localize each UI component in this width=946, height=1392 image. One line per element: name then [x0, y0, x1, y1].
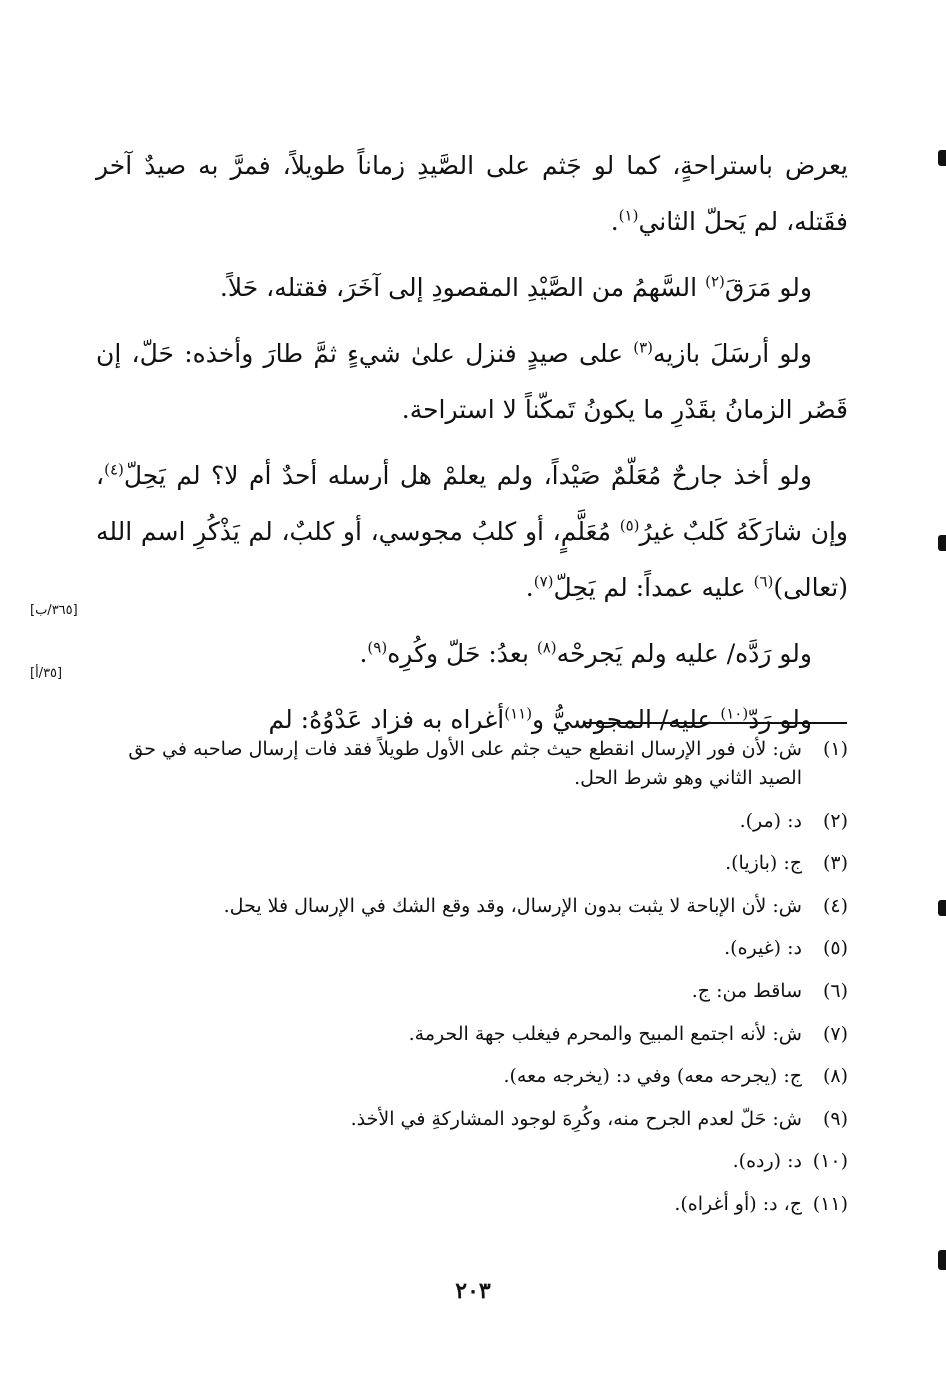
paragraph-3: [96, 326, 848, 438]
page-number: ٢٠٣: [455, 1278, 491, 1304]
footnote-ref-5[interactable]: (٥): [619, 516, 640, 535]
text-segment: عليه/ المجوسيُّ و: [532, 705, 721, 734]
text-segment: ولو رَدَّه/ عليه ولم يَجرحْه: [556, 639, 812, 668]
text-segment: .: [525, 573, 534, 602]
paragraph-2: [96, 260, 848, 316]
scan-edge-mark: [938, 900, 946, 916]
footnote-ref-10[interactable]: (١٠): [720, 704, 749, 723]
footnotes-section: [96, 735, 848, 1233]
text-segment: أغراه به فزاد عَدْوُهُ: لم: [268, 705, 505, 734]
footnote-text: ش: لأن الإباحة لا يثبت بدون الإرسال، وقد وقع الشك في الإرسال فلا يحل.: [223, 894, 802, 917]
footnote-text: د: (غيره).: [724, 937, 802, 960]
footnote-ref-7[interactable]: (٧): [533, 572, 554, 591]
footnote-text: ج: (يجرحه معه) وفي د: (يخرجه معه).: [503, 1065, 802, 1088]
footnote-ref-1[interactable]: (١): [618, 206, 639, 225]
scan-edge-mark: [938, 150, 946, 166]
footnote-item: [96, 934, 848, 963]
footnote-item: [96, 1020, 848, 1049]
footnote-ref-2[interactable]: (٢): [705, 272, 725, 291]
manuscript-folio-note: [٣٥/أ]: [30, 666, 63, 681]
footnote-ref-4[interactable]: (٤): [104, 460, 124, 479]
footnote-text: ش: لأنه اجتمع المبيح والمحرم فيغلب جهة الحرمة.: [408, 1022, 802, 1045]
footnote-text: ج: (بازيا).: [725, 852, 802, 875]
text-segment: مُعَلَّمٍ، أو كلبُ مجوسي، أو كلبٌ، لم يَذْكُرِ اسم الله (تعالى): [96, 517, 848, 602]
paragraph-5: [96, 626, 848, 682]
footnote-item: [96, 977, 848, 1006]
text-segment: بعدُ: حَلّ وكُرِه: [387, 639, 537, 668]
footnote-item: [96, 1190, 848, 1219]
footnote-text: د: (مر).: [739, 809, 802, 832]
footnote-number: (٧): [822, 1022, 848, 1045]
footnote-text: ش: حَلّ لعدم الجرح منه، وكُرِهَ لوجود المشاركةِ في الأخذ.: [350, 1107, 802, 1130]
text-segment: ولو أرسَلَ بازيه: [653, 339, 812, 368]
scan-edge-mark: [938, 535, 946, 551]
footnote-ref-6[interactable]: (٦): [753, 572, 774, 591]
footnote-ref-8[interactable]: (٨): [536, 638, 557, 657]
footnote-item: [96, 807, 848, 836]
text-segment: يعرض باستراحةٍ، كما لو جَثم على الصَّيدِ زماناً طويلاً، فمرَّ به صيدٌ آخر فقَتله، لم يَحلّ الثاني: [96, 151, 848, 236]
text-segment: ، وإن شارَكَهُ كَلبٌ غيرُ: [96, 461, 848, 546]
footnote-number: (٣): [822, 852, 848, 875]
footnote-number: (٤): [822, 894, 848, 917]
main-text-body: [96, 138, 848, 758]
text-segment: على صيدٍ فنزل علىٰ شيءٍ ثمَّ طارَ وأخذه: حَلّ، إن قَصُر الزمانُ بقَدْرِ ما يكونُ تَمكّناً لا استراحة.: [96, 339, 848, 424]
footnote-separator: [585, 722, 847, 724]
text-segment: .: [359, 639, 368, 668]
paragraph-4: [96, 448, 848, 616]
footnote-text: ش: لأن فور الإرسال انقطع حيث جثم على الأول طويلاً فقد فات إرسال صاحبه في حق الصيد الثاني وهو شرط الحل.: [128, 738, 802, 789]
footnote-number: (١٠): [812, 1150, 848, 1173]
footnote-number: (٥): [822, 937, 848, 960]
footnote-item: [96, 1105, 848, 1134]
footnote-ref-11[interactable]: (١١): [504, 704, 533, 723]
footnote-number: (٨): [822, 1065, 848, 1088]
scan-edge-mark: [938, 1250, 946, 1270]
text-segment: السَّهمُ من الصَّيْدِ المقصودِ إلى آخَرَ، فقتله، حَلاً.: [219, 273, 706, 302]
footnote-text: ج، د: (أو أغراه).: [674, 1192, 802, 1215]
text-segment: ولو رَدّ: [748, 705, 812, 734]
footnote-item: [96, 892, 848, 921]
footnote-ref-3[interactable]: (٣): [633, 338, 654, 357]
footnote-number: (٦): [822, 979, 848, 1002]
text-segment: ولو مَرَقَ: [724, 273, 812, 302]
text-segment: عليه عمداً: لم يَحِلّ: [553, 573, 754, 602]
text-segment: ولو أخذ جارحٌ مُعَلّمٌ صَيْداً، ولم يعلمْ هل أرسله أحدٌ أم لا؟ لم يَحِلّ: [123, 461, 812, 490]
footnote-item: [96, 849, 848, 878]
paragraph-1: [96, 138, 848, 250]
footnote-ref-9[interactable]: (٩): [367, 638, 388, 657]
footnote-text: ساقط من: ج.: [691, 979, 802, 1002]
footnote-number: (١): [822, 738, 848, 760]
footnote-text: د: (رده).: [732, 1150, 802, 1173]
footnote-item: [96, 735, 848, 793]
footnote-number: (٢): [822, 809, 848, 832]
manuscript-folio-note: [٣٦٥/ب]: [30, 603, 78, 618]
footnote-number: (١١): [812, 1192, 848, 1215]
footnote-item: [96, 1147, 848, 1176]
footnote-item: [96, 1062, 848, 1091]
text-segment: .: [610, 207, 619, 236]
footnote-number: (٩): [822, 1107, 848, 1130]
